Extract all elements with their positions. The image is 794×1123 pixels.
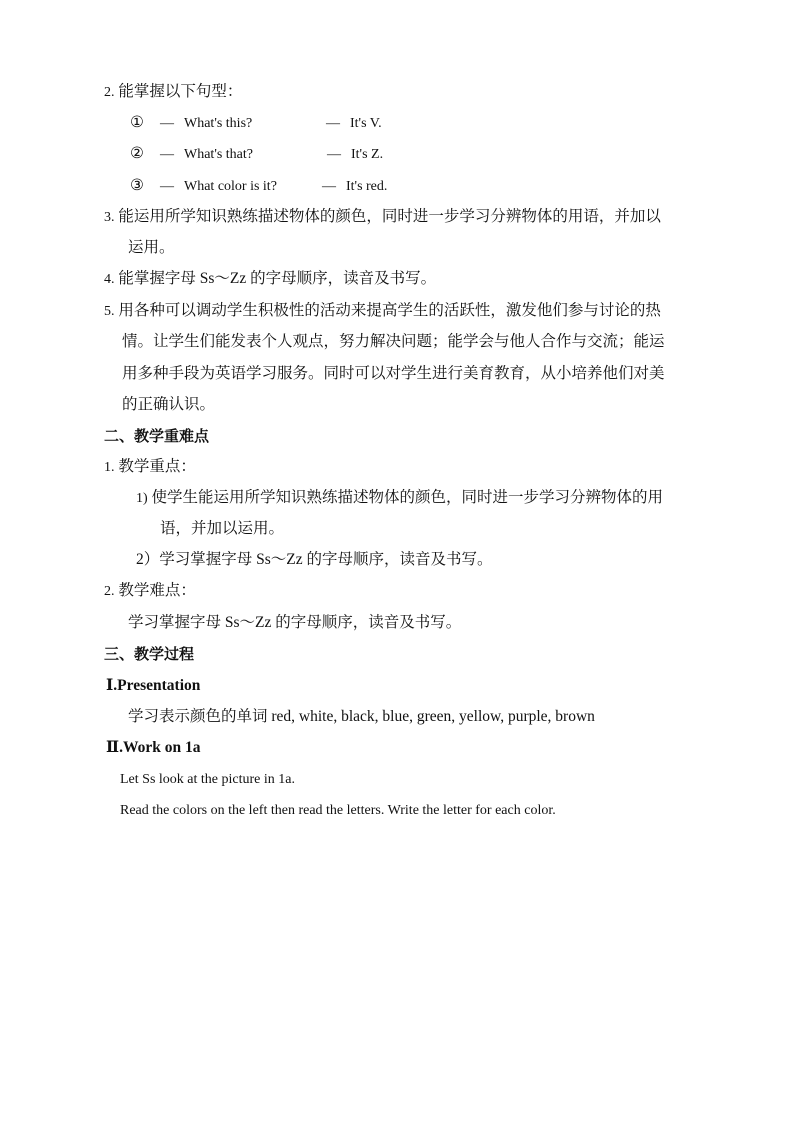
section-heading: 三、教学过程 bbox=[104, 645, 195, 663]
part-title: Work on 1a bbox=[122, 739, 201, 756]
item-number: 2. bbox=[104, 85, 115, 100]
objective-item-5 bbox=[104, 301, 661, 322]
pattern-marker: ① bbox=[130, 114, 144, 131]
pattern-answer-dash: — bbox=[327, 147, 341, 162]
roman-numeral: Ⅱ. bbox=[106, 739, 123, 756]
pattern-answer: It's red. bbox=[346, 179, 388, 194]
sentence-pattern bbox=[130, 144, 144, 164]
item-text-line-1: 能运用所学知识熟练描述物体的颜色，同时进一步学习分辨物体的用语，并加以 bbox=[118, 208, 661, 225]
item-text-line-1: 使学生能运用所学知识熟练描述物体的颜色，同时进一步学习分辨物体的用 bbox=[151, 489, 664, 506]
part-heading-work-on-1a bbox=[106, 738, 200, 758]
item-number: 5. bbox=[104, 304, 115, 319]
pattern-answer-dash: — bbox=[326, 116, 340, 131]
pattern-answer: It's V. bbox=[350, 116, 382, 131]
item-text-line-2: 运用。 bbox=[128, 239, 175, 256]
pattern-answer: It's Z. bbox=[351, 147, 384, 162]
item-text-line-1: 学习掌握字母 Ss～Zz 的字母顺序，读音及书写。 bbox=[159, 551, 493, 568]
difficult-point-text: 学习掌握字母 Ss～Zz 的字母顺序，读音及书写。 bbox=[128, 614, 462, 631]
pattern-question-dash: — bbox=[160, 116, 174, 131]
item-number: 1. bbox=[104, 460, 115, 475]
pattern-question-dash: — bbox=[160, 179, 174, 194]
roman-numeral: Ⅰ. bbox=[106, 677, 118, 694]
item-text-line-3: 用多种手段为英语学习服务。同时可以对学生进行美育教育，从小培养他们对美 bbox=[122, 365, 665, 382]
item-number: 1) bbox=[136, 491, 148, 506]
label-text: 教学难点： bbox=[118, 582, 196, 599]
objective-item-4 bbox=[104, 269, 436, 290]
pattern-question-dash: — bbox=[160, 147, 174, 162]
objective-item-2 bbox=[104, 82, 242, 103]
work-text-line-1: Let Ss look at the picture in 1a. bbox=[120, 772, 295, 787]
pattern-question: What's this? bbox=[184, 116, 253, 131]
key-points-label bbox=[104, 457, 196, 478]
part-heading-presentation bbox=[106, 676, 200, 696]
pattern-marker: ③ bbox=[130, 177, 144, 194]
difficult-points-label bbox=[104, 581, 196, 602]
item-text: 能掌握以下句型： bbox=[118, 83, 243, 100]
item-number: 4. bbox=[104, 272, 115, 287]
item-text-line-1: 用各种可以调动学生积极性的活动来提高学生的活跃性，激发他们参与讨论的热 bbox=[118, 302, 661, 319]
pattern-question: What's that? bbox=[184, 147, 253, 162]
section-heading: 二、教学重难点 bbox=[104, 427, 210, 445]
sentence-pattern bbox=[130, 113, 144, 133]
item-number: 2） bbox=[136, 551, 160, 568]
sentence-pattern bbox=[130, 176, 144, 196]
presentation-text: 学习表示颜色的单词 red, white, black, blue, green, yellow, purple, brown bbox=[128, 708, 595, 725]
label-text: 教学重点： bbox=[118, 458, 196, 475]
pattern-marker: ② bbox=[130, 145, 144, 162]
item-text: 能掌握字母 Ss～Zz 的字母顺序，读音及书写。 bbox=[118, 270, 437, 287]
key-point-item-1 bbox=[136, 488, 663, 509]
objective-item-3 bbox=[104, 207, 661, 228]
item-number: 3. bbox=[104, 210, 115, 225]
pattern-answer-dash: — bbox=[322, 179, 336, 194]
item-text-line-4: 的正确认识。 bbox=[122, 396, 216, 413]
item-number: 2. bbox=[104, 584, 115, 599]
key-point-item-2 bbox=[136, 550, 493, 570]
item-text-line-2: 情。让学生们能发表个人观点，努力解决问题；能学会与他人合作与交流；能运 bbox=[122, 333, 665, 350]
item-text-line-2: 语，并加以运用。 bbox=[160, 520, 285, 537]
pattern-question: What color is it? bbox=[184, 179, 277, 194]
part-title: Presentation bbox=[117, 677, 201, 694]
work-text-line-2: Read the colors on the left then read the letters. Write the letter for each color. bbox=[120, 803, 556, 818]
